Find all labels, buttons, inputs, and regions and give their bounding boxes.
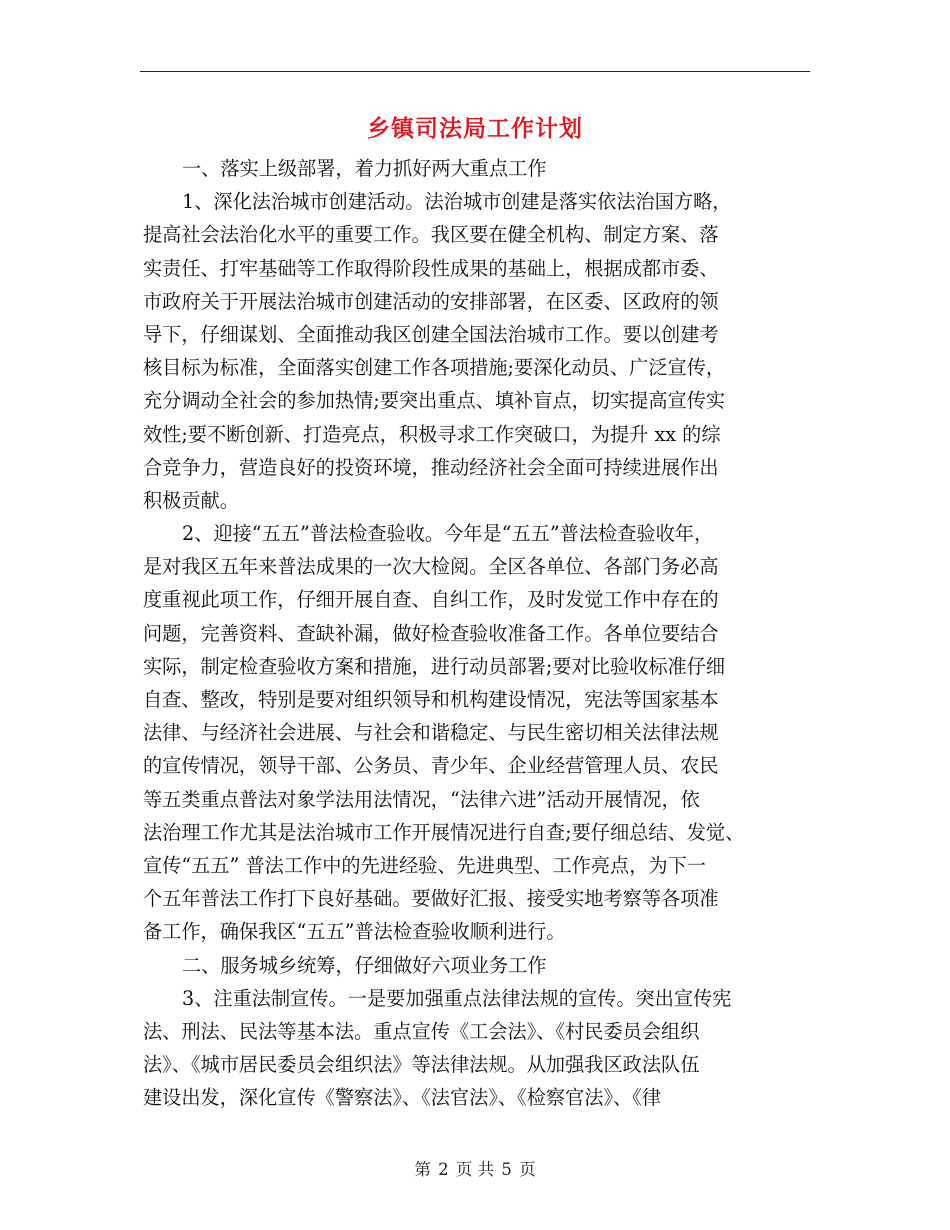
text-line: 的宣传情况，领导干部、公务员、青少年、企业经营管理人员、农民 bbox=[143, 754, 719, 778]
footer-current-page: 2 bbox=[438, 1160, 449, 1179]
text-line: 度重视此项工作，仔细开展自查、自纠工作，及时发觉工作中存在的 bbox=[143, 588, 719, 612]
text-line: 自查、整改，特别是要对组织领导和机构建设情况，宪法等国家基本 bbox=[143, 688, 719, 711]
text-line: 个五年普法工作打下良好基础。要做好汇报、接受实地考察等各项准 bbox=[143, 887, 719, 911]
text-line: 一、落实上级部署，着力抓好两大重点工作 bbox=[182, 157, 547, 180]
text-line: 提高社会法治化水平的重要工作。我区要在健全机构、制定方案、落 bbox=[143, 223, 719, 247]
page-footer bbox=[0, 1156, 950, 1180]
document-title: 乡镇司法局工作计划 bbox=[367, 115, 583, 142]
footer-total-pages: 5 bbox=[501, 1160, 512, 1179]
footer-middle: 页 共 bbox=[455, 1160, 495, 1179]
text-line: 导下，仔细谋划、全面推动我区创建全国法治城市工作。要以创建考 bbox=[143, 322, 719, 346]
text-line: 核目标为标准，全面落实创建工作各项措施;要深化动员、广泛宣传， bbox=[143, 356, 726, 380]
footer-suffix: 页 bbox=[519, 1160, 536, 1179]
text-line: 效性;要不断创新、打造亮点，积极寻求工作突破口，为提升 xx 的综 bbox=[143, 422, 721, 446]
text-line: 建设出发，深化宣传《警察法》、《法官法》、《检察官法》、《律 bbox=[143, 1086, 662, 1110]
text-line: 法治理工作尤其是法治城市工作开展情况进行自查;要仔细总结、发觉、 bbox=[143, 820, 745, 844]
footer-prefix: 第 bbox=[414, 1160, 431, 1179]
text-line: 合竞争力，营造良好的投资环境，推动经济社会全面可持续进展作出 bbox=[143, 455, 719, 479]
text-line: 积极贡献。 bbox=[143, 488, 239, 512]
text-line: 2、迎接“五五”普法检查验收。今年是“五五”普法检查验收年， bbox=[182, 522, 714, 546]
text-line: 实责任、打牢基础等工作取得阶段性成果的基础上，根据成都市委、 bbox=[143, 256, 719, 280]
text-line: 备工作，确保我区“五五”普法检查验收顺利进行。 bbox=[143, 920, 566, 944]
text-line: 问题，完善资料、查缺补漏，做好检查验收准备工作。各单位要结合 bbox=[143, 621, 719, 645]
text-line: 充分调动全社会的参加热情;要突出重点、填补盲点，切实提高宣传实 bbox=[143, 389, 726, 413]
text-line: 宣传“五五” 普法工作中的先进经验、先进典型、工作亮点，为下一 bbox=[143, 853, 706, 877]
text-line: 等五类重点普法对象学法用法情况，“法律六进”活动开展情况，依 bbox=[143, 787, 700, 811]
text-line: 1、深化法治城市创建活动。法治城市创建是落实依法治国方略， bbox=[182, 190, 732, 214]
text-line: 实际，制定检查验收方案和措施，进行动员部署;要对比验收标准仔细 bbox=[143, 654, 726, 678]
text-line: 二、服务城乡统筹，仔细做好六项业务工作 bbox=[182, 953, 547, 977]
text-line: 法》、《城市居民委员会组织法》等法律法规。从加强我区政法队伍 bbox=[143, 1053, 700, 1077]
text-line: 3、注重法制宣传。一是要加强重点法律法规的宣传。突出宣传宪 bbox=[182, 986, 732, 1010]
text-line: 法律、与经济社会进展、与社会和谐稳定、与民生密切相关法律法规 bbox=[143, 721, 719, 745]
text-line: 市政府关于开展法治城市创建活动的安排部署，在区委、区政府的领 bbox=[143, 289, 719, 313]
text-line: 是对我区五年来普法成果的一次大检阅。全区各单位、各部门务必高 bbox=[143, 555, 719, 579]
header-rule bbox=[140, 71, 810, 72]
document-body bbox=[143, 152, 815, 1114]
text-line: 法、刑法、民法等基本法。重点宣传《工会法》、《村民委员会组织 bbox=[143, 1019, 700, 1043]
